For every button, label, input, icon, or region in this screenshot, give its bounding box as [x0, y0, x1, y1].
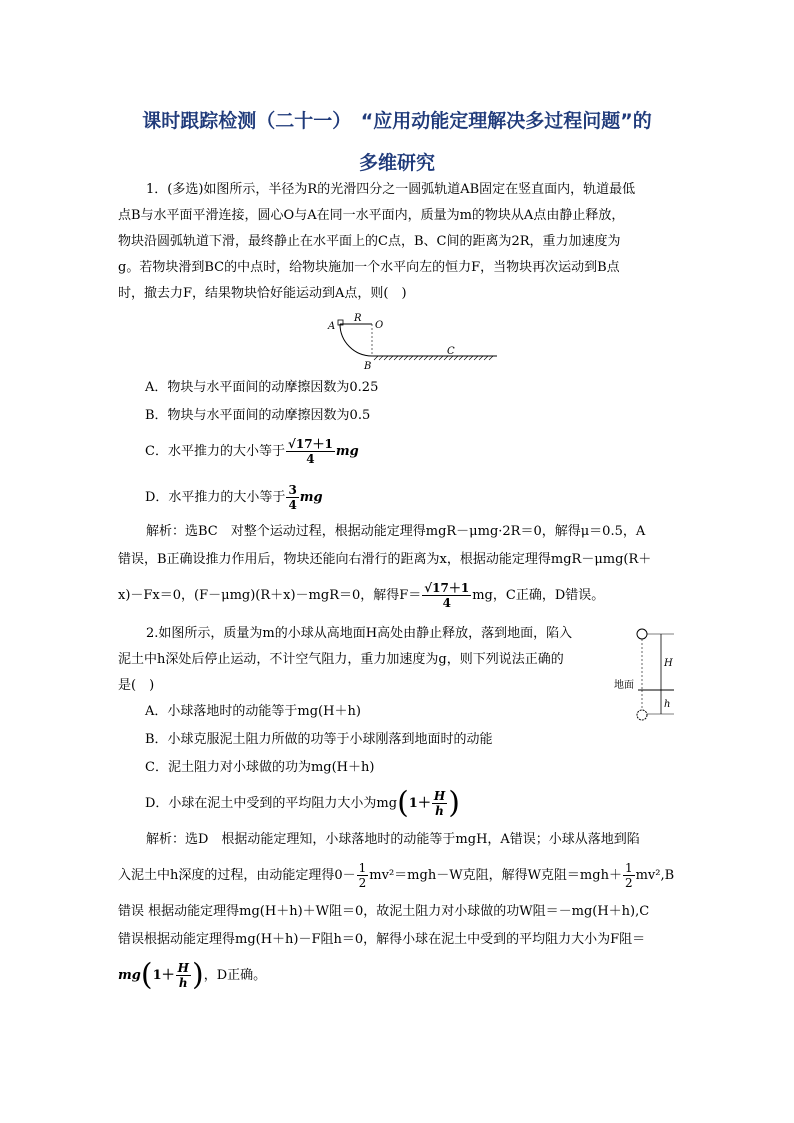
q2-solution-den-1: 2 — [358, 876, 367, 890]
q2-solution-fraction-1 — [357, 861, 369, 890]
q2-solution-line-2-mid: mv²＝mgh－W克阻，解得W克阻＝mgh＋ — [369, 868, 622, 883]
q2-option-d-prefix: D．小球在泥土中受到的平均阻力大小为mg — [145, 796, 398, 811]
q1-solution-fraction — [422, 581, 471, 610]
q2-solution-line-4: 错误根据动能定理得mg(H＋h)－F阻h＝0，解得小球在泥土中受到的平均阻力大小为F阻＝ — [118, 932, 646, 947]
q1-solution-line-3 — [118, 576, 604, 616]
q2-solution-line-2-prefix: 入泥土中h深度的过程，由动能定理得0－ — [118, 868, 356, 883]
q1-option-c-prefix: C．水平推力的大小等于 — [145, 444, 285, 459]
q1-line-2: 点B与水平面平滑连接，圆心O与A在同一水平面内，质量为m的物块从A点由静止释放， — [118, 208, 625, 223]
label-c: C — [447, 346, 455, 357]
q2-solution-line-5-suffix: ，D正确。 — [203, 968, 267, 983]
q2-solution-den-2: 2 — [624, 876, 633, 890]
q1-option-c — [145, 432, 359, 472]
q1-solution-line-3-suffix: mg，C正确，D错误。 — [472, 588, 605, 603]
q2-line-1: 2.如图所示，质量为m的小球从高地面H高处由静止释放，落到地面，陷入 — [146, 626, 573, 641]
q1-option-d-den: 4 — [288, 498, 297, 512]
page-title: 课时跟踪检测（二十一） “应用动能定理解决多过程问题”的 — [142, 110, 652, 132]
q1-line-3: 物块沿圆弧轨道下滑，最终静止在水平面上的C点，B、C间的距离为2R，重力加速度为 — [118, 234, 621, 249]
q2-solution-fraction-2 — [623, 861, 635, 890]
q1-option-c-num: √17＋1 — [287, 437, 333, 451]
q2-option-d — [145, 784, 460, 824]
q2-solution-line-2 — [118, 856, 674, 896]
arc-track — [340, 324, 372, 356]
q2-solution-line-5-one: 1＋ — [152, 968, 175, 983]
q2-solution-den-3: h — [178, 976, 188, 990]
q1-option-d-suffix: mg — [299, 490, 323, 505]
q1-option-c-fraction — [286, 437, 335, 466]
q2-solution-line-5 — [118, 956, 266, 996]
label-ground: 地面 — [614, 680, 634, 691]
right-paren: ) — [448, 785, 460, 821]
q2-option-d-fraction — [432, 789, 447, 818]
label-o: O — [375, 320, 384, 331]
q1-solution-line-3-prefix: x)－Fx＝0，(F－μmg)(R＋x)－mgR＝0，解得F＝ — [118, 588, 422, 603]
q1-option-d — [145, 478, 323, 518]
q2-falling-ball-figure — [612, 628, 692, 724]
q2-solution-line-5-prefix: mg — [118, 968, 141, 983]
q2-option-a: A．小球落地时的动能等于mg(H＋h) — [145, 704, 361, 719]
q1-line-1: 1．(多选)如图所示，半径为R的光滑四分之一圆弧轨道AB固定在竖直面内，轨道最低 — [146, 182, 636, 197]
q1-solution-den: 4 — [442, 596, 451, 610]
q1-option-d-num: 3 — [288, 483, 297, 497]
right-paren: ) — [191, 957, 204, 993]
q2-solution-num-2: 1 — [624, 861, 633, 875]
q1-option-a: A．物块与水平面间的动摩擦因数为0.25 — [145, 380, 379, 395]
q1-line-4: g。若物块滑到BC的中点时，给物块施加一个水平向左的恒力F，当物块再次运动到B点 — [118, 260, 620, 275]
page-subtitle: 多维研究 — [358, 152, 435, 174]
q2-option-d-den: h — [435, 804, 444, 818]
ground-hatch — [374, 356, 493, 360]
q2-solution-num-3: H — [177, 961, 189, 975]
q1-option-d-prefix: D．水平推力的大小等于 — [145, 490, 286, 505]
q1-arc-track-figure — [322, 312, 502, 372]
q1-solution-line-2: 错误，B正确设推力作用后，物块还能向右滑行的距离为x，根据动能定理得mgR－μmg(R＋ — [118, 552, 652, 567]
q1-solution-num: √17＋1 — [424, 581, 470, 595]
left-paren: ( — [397, 785, 409, 821]
label-b: B — [364, 361, 372, 372]
q2-option-d-num: H — [433, 789, 446, 803]
ball-bottom-circle — [637, 710, 647, 720]
label-big-h: H — [664, 658, 673, 669]
q1-option-b: B．物块与水平面间的动摩擦因数为0.5 — [145, 408, 371, 423]
q2-solution-line-1: 解析：选D 根据动能定理知，小球落地时的动能等于mgH，A错误；小球从落地到陷 — [146, 832, 640, 847]
q1-option-d-fraction — [286, 483, 298, 512]
q2-solution-fraction-3 — [176, 961, 191, 990]
q1-option-c-den: 4 — [306, 452, 315, 466]
q1-solution-line-1: 解析：选BC 对整个运动过程，根据动能定理得mgR－μmg·2R＝0，解得μ＝0.5，A — [146, 524, 646, 539]
q2-option-b: B．小球克服泥土阻力所做的功等于小球刚落到地面时的动能 — [145, 732, 493, 747]
q1-line-5: 时，撤去力F，结果物块恰好能运动到A点，则( ) — [118, 286, 407, 301]
q2-line-2: 泥土中h深处后停止运动，不计空气阻力，重力加速度为g，则下列说法正确的 — [118, 652, 564, 667]
q2-option-d-one: 1＋ — [408, 796, 431, 811]
label-r: R — [354, 313, 362, 324]
label-small-h: h — [664, 699, 671, 710]
q2-solution-num-1: 1 — [358, 861, 367, 875]
ball-top-circle — [637, 629, 647, 639]
q2-option-c: C．泥土阻力对小球做的功为mg(H＋h) — [145, 760, 375, 775]
q2-solution-line-2-suffix: mv²,B — [635, 868, 675, 883]
left-paren: ( — [140, 957, 153, 993]
q2-solution-line-3: 错误 根据动能定理得mg(H＋h)＋W阻＝0，故泥土阻力对小球做的功W阻＝－mg(H＋h),C — [118, 904, 650, 919]
q2-line-3: 是( ) — [118, 678, 155, 693]
label-a: A — [328, 321, 336, 332]
q1-option-c-suffix: mg — [335, 444, 359, 459]
